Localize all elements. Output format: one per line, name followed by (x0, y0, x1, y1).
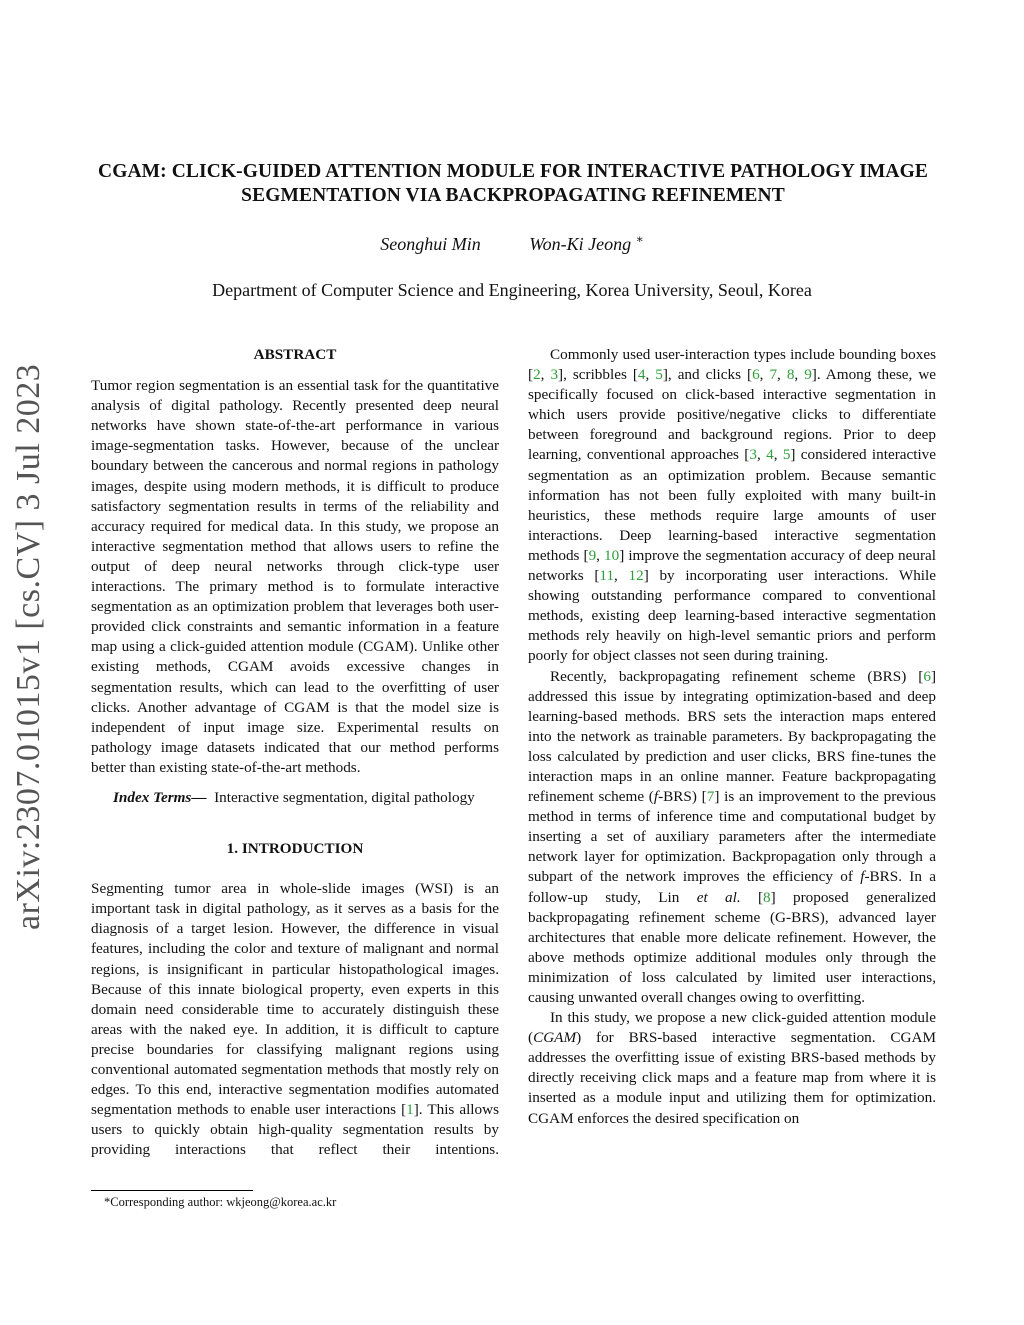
author-list (0, 232, 1024, 255)
text-run: ] is an improvement to the previous method in terms of inference time and computational budget by inserting a set of auxiliary parameters after the intermediate network layer for optimization. Backpropagation only through a subpart of the network improves the efficiency of (528, 788, 936, 886)
citation-link[interactable]: 9 (804, 366, 812, 384)
citation-link[interactable]: 8 (786, 366, 795, 384)
citation-link[interactable]: 10 (604, 546, 620, 564)
citation-link[interactable]: 7 (706, 788, 715, 806)
math-f: f (860, 868, 865, 886)
text-run: ] considered interactive segmentation as an optimization problem. Because semantic information has not been fully exploited with many built-in heuristics, these methods require large amounts of user interactions. Deep learning-based interactive segmentation methods [ (528, 446, 937, 564)
text-run: , (759, 366, 770, 384)
intro-paragraph-3 (528, 667, 936, 1009)
text-run: ] addressed this issue by integrating optimization-based and deep learning-based methods. BRS sets the interaction maps entered into the network as trainable parameters. By backpropagating the loss calculated by prediction and user clicks, BRS fine-tunes the interaction maps in an online manner. Feature backpropagating refinement scheme ( (528, 667, 936, 806)
arxiv-identifier: arXiv:2307.01015v1 [cs.CV] 3 Jul 2023 (10, 363, 47, 930)
text-run: , (756, 446, 767, 464)
citation-link[interactable]: 9 (588, 546, 597, 564)
intro-paragraph-1 (91, 879, 499, 1160)
citation-link[interactable]: 3 (749, 446, 757, 464)
text-run: , (645, 366, 656, 384)
text-run: ]. Among these, we specifically focused on click-based interactive segmentation in which users provide positive/negative clicks to differentiate between foreground and background regions. Prior to deep learning, conventional approaches [ (528, 366, 937, 464)
text-run: , (777, 366, 787, 384)
intro-paragraph-2 (528, 345, 936, 667)
text-run: In this study, we propose a new click-guided attention module ( (528, 1009, 936, 1047)
citation-link[interactable]: 6 (752, 366, 760, 384)
citation-link[interactable]: 4 (637, 366, 646, 384)
index-terms (91, 788, 499, 808)
text-run: ) for BRS-based interactive segmentation. CGAM addresses the overfitting issue of existing BRS-based methods by directly receiving click maps and a feature map from where it is inserted as a module input and utilizing them for optimization. CGAM enforces the desired specification on (528, 1029, 936, 1127)
text-run: ] by incorporating user interactions. While showing outstanding performance compared to conventional methods, existing deep learning-based interactive segmentation methods rely heavily on high-level semantic priors and perform poorly for object classes not seen during training. (528, 567, 936, 665)
right-column (528, 345, 936, 1129)
citation-link[interactable]: 1 (406, 1101, 414, 1119)
cgam-acronym: CGAM (533, 1029, 577, 1047)
text-run: , (596, 546, 605, 564)
citation-link[interactable]: 7 (769, 366, 778, 384)
text-run: ], scribbles [ (558, 366, 638, 384)
citation-link[interactable]: 5 (655, 366, 663, 384)
citation-link[interactable]: 4 (766, 446, 774, 464)
citation-link[interactable]: 5 (782, 446, 791, 464)
text-run: -BRS) [ (658, 788, 707, 806)
math-f: f (653, 788, 659, 806)
index-terms-label: Index Terms— (113, 788, 207, 806)
left-column (91, 345, 499, 1160)
author-2: Won-Ki Jeong (529, 234, 632, 254)
citation-link[interactable]: 2 (533, 366, 541, 384)
introduction-heading: 1. INTRODUCTION (226, 840, 364, 858)
text-run: Recently, backpropagating refinement scheme (BRS) [ (550, 667, 924, 685)
abstract-text: Tumor region segmentation is an essential task for the quantitative analysis of digital pathology. Recently presented deep neural networks have shown state-of-the-art performance in various image-segmentation tasks. However, because of the unclear boundary between the cancerous and normal regions in pathology images, despite using modern methods, it is difficult to produce satisfactory segmentation results in terms of the reliability and accuracy required for medical data. In this study, we propose an interactive segmentation method that allows users to refine the output of deep neural networks through click-type user interactions. The primary method is to formulate interactive segmentation as an optimization problem that leverages both user-provided click constraints and semantic information in a feature map using a click-guided attention module (CGAM). Unlike other existing methods, CGAM avoids excessive changes in segmentation results, which can lead to the overfitting of user clicks. Another advantage of CGAM is that the model size is independent of input image size. Experimental results on pathology image datasets indicated that our method performs better than existing state-of-the-art methods. (91, 377, 499, 776)
text-run: ] improve the segmentation accuracy of deep neural networks [ (528, 546, 937, 585)
text-run: ], and clicks [ (662, 366, 753, 384)
footnote-rule (91, 1190, 253, 1191)
text-run: Commonly used user-interaction types include bounding boxes [ (528, 346, 936, 384)
affiliation: Department of Computer Science and Engineering, Korea University, Seoul, Korea (212, 280, 812, 300)
intro-p1-text-cont: ]. This allows users to quickly obtain high-quality segmentation results by providing interactions that reflect their intentions. (91, 1101, 499, 1159)
abstract-heading: ABSTRACT (253, 346, 337, 363)
et-al: et al. (696, 888, 741, 906)
text-run: , (540, 366, 551, 384)
author-1: Seonghui Min (380, 234, 481, 254)
text-run: ] proposed generalized backpropagating refinement scheme (G-BRS), advanced layer architectures that enable more delicate refinement. However, the above methods optimize additional modules only through the minimization of loss calculated by limited user interactions, causing unwanted overall changes owing to overfitting. (528, 888, 936, 1006)
citation-link[interactable]: 6 (923, 667, 931, 685)
index-terms-text: Interactive segmentation, digital pathology (214, 788, 475, 806)
footnote: *Corresponding author: wkjeong@korea.ac.kr (104, 1195, 337, 1209)
text-run: , (614, 567, 629, 585)
citation-link[interactable]: 11 (599, 567, 615, 585)
citation-link[interactable]: 3 (550, 366, 559, 384)
text-run: [ (740, 888, 764, 906)
text-run: , (794, 366, 805, 384)
citation-link[interactable]: 12 (628, 567, 644, 585)
intro-paragraph-4 (528, 1008, 936, 1129)
text-run: -BRS. In a follow-up study, Lin (528, 868, 936, 906)
paper-title: CGAM: CLICK-GUIDED ATTENTION MODULE FOR INTERACTIVE PATHOLOGY IMAGE SEGMENTATION VIA BACKPROPAGATING REFINEMENT (98, 161, 928, 206)
citation-link[interactable]: 8 (763, 888, 771, 906)
intro-p1-text: Segmenting tumor area in whole-slide images (WSI) is an important task in digital pathology, as it serves as a basis for the diagnosis of a target lesion. However, the difference in visual features, including the color and texture of malignant and normal regions, is insignificant in particular histopathological images. Because of this innate biological property, even experts in this domain need considerable time to accurately distinguish these areas with the naked eye. In addition, it is difficult to capture precise boundaries for classifying malignant regions using conventional automated segmentation methods that mostly rely on edges. To this end, interactive segmentation modifies automated segmentation methods to enable user interactions [ (91, 880, 499, 1119)
corresponding-author-mark: ∗ (635, 232, 644, 246)
text-run: , (773, 446, 783, 464)
